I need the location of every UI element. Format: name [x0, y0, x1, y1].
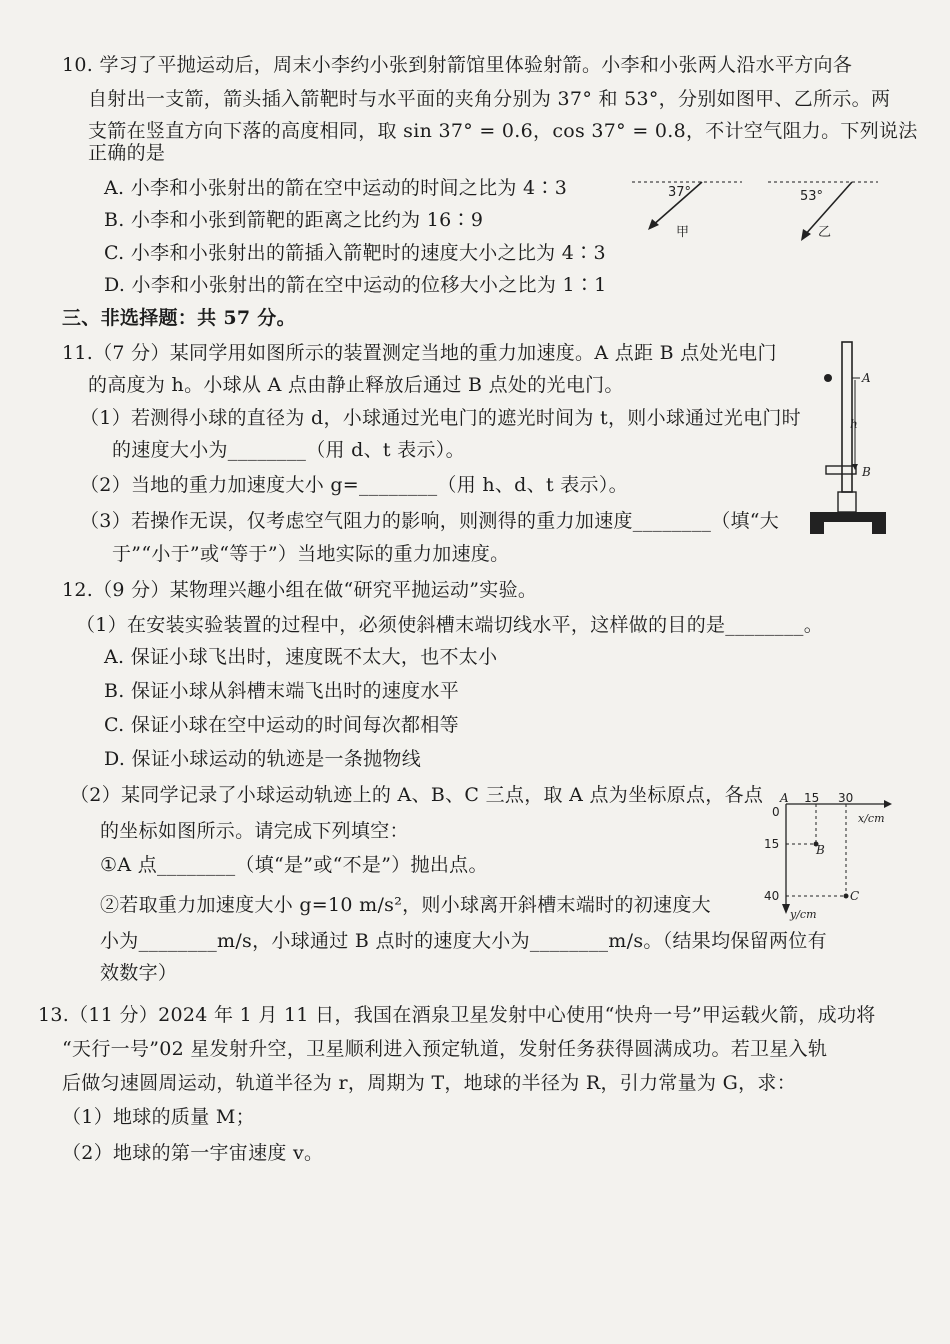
- q12-part-2-line-2: 的坐标如图所示。请完成下列填空：: [100, 820, 409, 842]
- point-c: [844, 894, 849, 899]
- y-axis-unit: y/cm: [790, 908, 817, 921]
- q12-option-c: C. 保证小球在空中运动的时间每次都相等: [104, 714, 459, 736]
- q11-stem-line-1: 11.（7 分）某同学用如图所示的装置测定当地的重力加速度。A 点距 B 点处光电门: [62, 342, 777, 364]
- y-axis-arrow: [782, 904, 790, 914]
- x-axis-arrow: [884, 800, 892, 808]
- q10-stem-line-3: 支箭在竖直方向下落的高度相同，取 sin 37° = 0.6，cos 37° = 0.8，不计空气阻力。下列说法: [88, 120, 918, 142]
- q11-apparatus-figure: [808, 340, 892, 536]
- q10-stem-line-4: 正确的是: [88, 142, 166, 164]
- q10-option-a: A. 小李和小张射出的箭在空中运动的时间之比为 4∶3: [104, 177, 568, 199]
- point-c-label: C: [850, 889, 860, 903]
- q12-stem: 12.（9 分）某物理兴趣小组在做“研究平抛运动”实验。: [62, 579, 538, 601]
- q11-part-1-line-1: （1）若测得小球的直径为 d，小球通过光电门的遮光时间为 t，则小球通过光电门时: [80, 407, 801, 429]
- height-label: h: [850, 417, 858, 431]
- q12-part-2-fill-2-line-1: ②若取重力加速度大小 g=10 m/s²，则小球离开斜槽末端时的初速度大: [100, 894, 711, 916]
- stand-neck: [838, 492, 856, 512]
- left-figure-label: 甲: [676, 225, 690, 240]
- q12-part-1: （1）在安装实验装置的过程中，必须使斜槽末端切线水平，这样做的目的是________。: [76, 614, 823, 636]
- q11-stem-line-2: 的高度为 h。小球从 A 点由静止释放后通过 B 点处的光电门。: [88, 374, 624, 396]
- y-tick-15: 15: [764, 837, 780, 851]
- q12-coordinate-figure: [758, 788, 898, 923]
- stand-base: [810, 512, 886, 534]
- y-tick-40: 40: [764, 889, 780, 903]
- point-b-label: B: [862, 465, 871, 479]
- origin-label: 0: [772, 805, 780, 819]
- q12-part-2-fill-2-line-3: 效数字）: [100, 962, 178, 984]
- q10-stem-line-2: 自射出一支箭，箭头插入箭靶时与水平面的夹角分别为 37° 和 53°，分别如图甲、乙所示。两: [88, 88, 891, 110]
- ball: [824, 374, 832, 382]
- q11-part-3-line-1: （3）若操作无误，仅考虑空气阻力的影响，则测得的重力加速度________（填“大: [80, 510, 780, 532]
- q11-part-3-line-2: 于”“小于”或“等于”）当地实际的重力加速度。: [112, 543, 510, 565]
- point-a-label: A: [862, 371, 871, 385]
- q12-part-2-fill-2-line-2: 小为________m/s，小球通过 B 点时的速度大小为________m/s。（结果均保留两位有: [100, 930, 827, 952]
- q10-option-d: D. 小李和小张射出的箭在空中运动的位移大小之比为 1∶1: [104, 274, 607, 296]
- q13-stem-line-2: “天行一号”02 星发射升空，卫星顺利进入预定轨道，发射任务获得圆满成功。若卫星入轨: [62, 1038, 828, 1060]
- q10-arrows-figure: [630, 170, 880, 245]
- x-axis-unit: x/cm: [858, 812, 885, 825]
- height-arrow-head: [852, 464, 858, 470]
- right-figure-label: 乙: [818, 225, 832, 240]
- point-a-label: A: [780, 791, 789, 805]
- q13-part-2: （2）地球的第一宇宙速度 v。: [62, 1142, 324, 1164]
- x-tick-30: 30: [838, 791, 854, 805]
- q11-part-1-line-2: 的速度大小为________（用 d、t 表示）。: [112, 439, 465, 461]
- q12-part-2-line-1: （2）某同学记录了小球运动轨迹上的 A、B、C 三点，取 A 点为坐标原点，各点: [70, 784, 764, 806]
- q13-part-1: （1）地球的质量 M；: [62, 1106, 255, 1128]
- q13-stem-line-1: 13.（11 分）2024 年 1 月 11 日，我国在酒泉卫星发射中心使用“快舟一号”甲运载火箭，成功将: [38, 1004, 876, 1026]
- q13-stem-line-3: 后做匀速圆周运动，轨道半径为 r，周期为 T，地球的半径为 R，引力常量为 G，求：: [62, 1072, 796, 1094]
- q12-part-2-fill-1: ①A 点________（填“是”或“不是”）抛出点。: [100, 854, 488, 876]
- left-angle-label: 37°: [668, 185, 692, 200]
- q10-stem-line-1: 10. 学习了平抛运动后，周末小李约小张到射箭馆里体验射箭。小李和小张两人沿水平方向各: [62, 54, 853, 76]
- q12-option-d: D. 保证小球运动的轨迹是一条抛物线: [104, 748, 422, 770]
- q10-option-c: C. 小李和小张射出的箭插入箭靶时的速度大小之比为 4∶3: [104, 242, 606, 264]
- section-3-title: 三、非选择题：共 57 分。: [62, 307, 296, 329]
- q10-option-b: B. 小李和小张到箭靶的距离之比约为 16∶9: [104, 209, 484, 231]
- right-angle-label: 53°: [800, 189, 824, 204]
- x-tick-15: 15: [804, 791, 820, 805]
- q12-option-a: A. 保证小球飞出时，速度既不太大，也不太小: [104, 646, 498, 668]
- q11-part-2: （2）当地的重力加速度大小 g=________（用 h、d、t 表示）。: [80, 474, 628, 496]
- point-b-label: B: [816, 843, 825, 857]
- q12-option-b: B. 保证小球从斜槽末端飞出时的速度水平: [104, 680, 460, 702]
